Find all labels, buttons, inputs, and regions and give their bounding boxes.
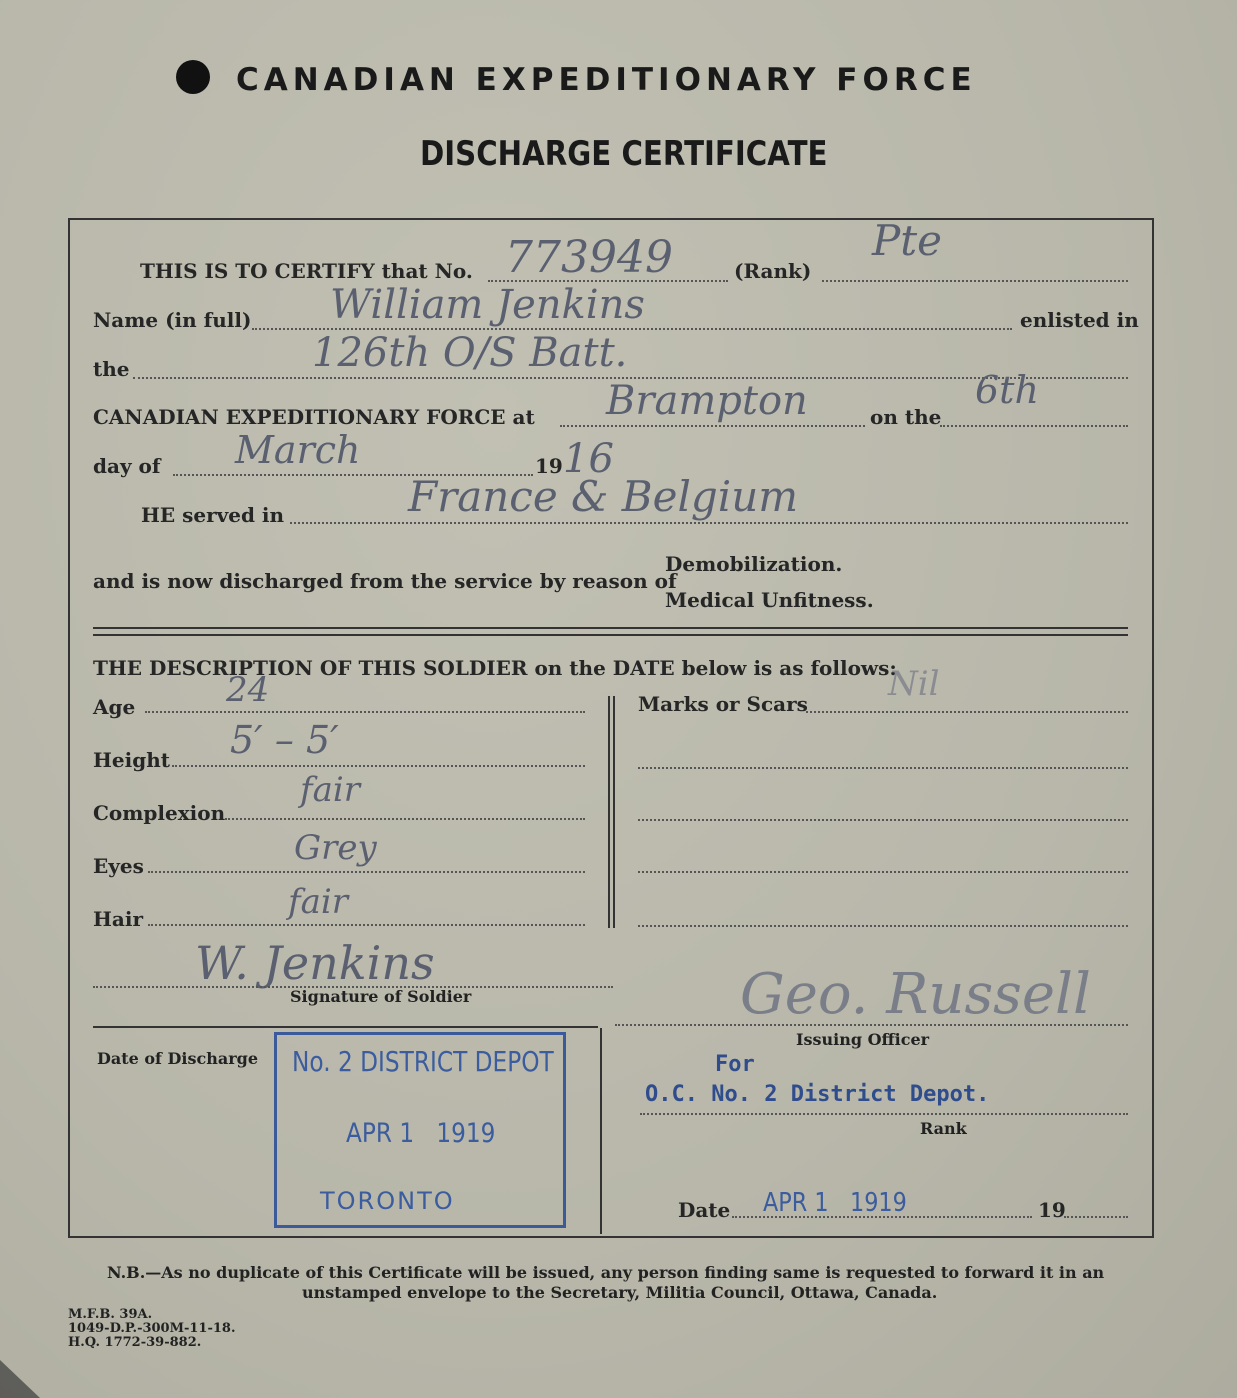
cef-label: CANADIAN EXPEDITIONARY FORCE at — [93, 405, 535, 429]
reason-medical: Medical Unfitness. — [665, 588, 874, 612]
officer-signature: Geo. Russell — [740, 962, 1091, 1027]
age-value: 24 — [226, 670, 270, 710]
served-line — [290, 522, 1128, 524]
divider-bottom — [93, 634, 1128, 636]
officer-signature-line — [615, 1024, 1128, 1026]
rank-line — [822, 280, 1128, 282]
nb-line-2: unstamped envelope to the Secretary, Militia Council, Ottawa, Canada. — [302, 1283, 938, 1302]
served-label: HE served in — [141, 503, 285, 527]
marks-line-5 — [638, 925, 1128, 927]
corner-tear — [0, 1340, 80, 1398]
day-of-label: day of — [93, 454, 161, 478]
form-subtitle: DISCHARGE CERTIFICATE — [420, 134, 828, 174]
form-title: CANADIAN EXPEDITIONARY FORCE — [236, 62, 977, 98]
complexion-label: Complexion — [93, 801, 226, 825]
marks-line-2 — [638, 767, 1128, 769]
date-of-discharge-label: Date of Discharge — [97, 1049, 259, 1068]
nb-line-1: N.B.—As no duplicate of this Certificate will be issued, any person finding same is requested to forward it in an — [107, 1263, 1105, 1282]
height-line — [172, 765, 585, 767]
eyes-value: Grey — [294, 828, 377, 868]
bullet-mark — [176, 60, 210, 94]
marks-line-4 — [638, 871, 1128, 873]
for-label: For — [715, 1052, 755, 1077]
date-field-label: Date — [678, 1198, 731, 1222]
description-heading — [93, 656, 897, 680]
form-code-3: H.Q. 1772-39-882. — [68, 1335, 202, 1350]
marks-value: Nil — [888, 664, 940, 704]
depot-rule — [640, 1113, 1128, 1115]
rank-caption: Rank — [920, 1119, 967, 1138]
eyes-label: Eyes — [93, 854, 144, 878]
place-line — [560, 425, 865, 427]
discharged-label: and is now discharged from the service by reason of — [93, 569, 677, 593]
lower-divider — [600, 1028, 602, 1234]
column-divider-b — [613, 696, 615, 928]
full-name: William Jenkins — [330, 282, 645, 328]
rank-label: (Rank) — [734, 259, 812, 283]
enlisted-label: enlisted in — [1020, 308, 1139, 332]
date-field-stamp: APR 1 1919 — [763, 1188, 907, 1218]
lower-rule-left — [93, 1026, 598, 1028]
date-year-line — [1064, 1216, 1128, 1218]
stamp-date: APR 1 1919 — [346, 1118, 496, 1149]
depot-line: O.C. No. 2 District Depot. — [645, 1082, 990, 1107]
marks-line-3 — [638, 819, 1128, 821]
hair-value: fair — [288, 882, 348, 922]
certify-label: THIS IS TO CERTIFY that No. — [140, 259, 473, 283]
reason-demobilization: Demobilization. — [665, 552, 843, 576]
enlist-day: 6th — [975, 368, 1039, 412]
stamp-depot: No. 2 DISTRICT DEPOT — [292, 1045, 554, 1078]
soldier-signature: W. Jenkins — [195, 936, 435, 990]
description-heading-rest: on the DATE below is as follows: — [534, 656, 897, 680]
service-number: 773949 — [505, 232, 673, 283]
served-in: France & Belgium — [408, 472, 799, 521]
form-code-2: 1049-D.P.-300M-11-18. — [68, 1321, 236, 1336]
height-label: Height — [93, 748, 170, 772]
marks-label: Marks or Scars — [638, 692, 808, 716]
complexion-value: fair — [300, 770, 360, 810]
year-prefix: 19 — [535, 454, 563, 478]
stamp-city: TORONTO — [320, 1187, 455, 1215]
age-label: Age — [93, 695, 136, 719]
date-year-prefix: 19 — [1038, 1198, 1066, 1222]
column-divider-a — [608, 696, 610, 928]
age-line — [145, 711, 585, 713]
height-value: 5′ – 5′ — [230, 718, 339, 762]
form-code-1: M.F.B. 39A. — [68, 1307, 153, 1322]
hair-line — [148, 924, 585, 926]
enlist-place: Brampton — [606, 378, 808, 424]
issuing-officer-label: Issuing Officer — [796, 1030, 930, 1049]
hair-label: Hair — [93, 907, 143, 931]
soldier-signature-label: Signature of Soldier — [290, 987, 472, 1006]
complexion-line — [225, 818, 585, 820]
day-line — [940, 425, 1128, 427]
name-label: Name (in full) — [93, 308, 252, 332]
unit-value: 126th O/S Batt. — [312, 330, 628, 376]
the-label: the — [93, 357, 130, 381]
eyes-line — [148, 871, 585, 873]
divider-top — [93, 627, 1128, 629]
description-heading-bold: THE DESCRIPTION OF THIS SOLDIER — [93, 656, 528, 680]
enlist-year: 16 — [563, 436, 614, 482]
rank-value: Pte — [872, 216, 942, 265]
on-the-label: on the — [870, 405, 942, 429]
enlist-month: March — [235, 428, 361, 472]
marks-line-1 — [806, 711, 1128, 713]
